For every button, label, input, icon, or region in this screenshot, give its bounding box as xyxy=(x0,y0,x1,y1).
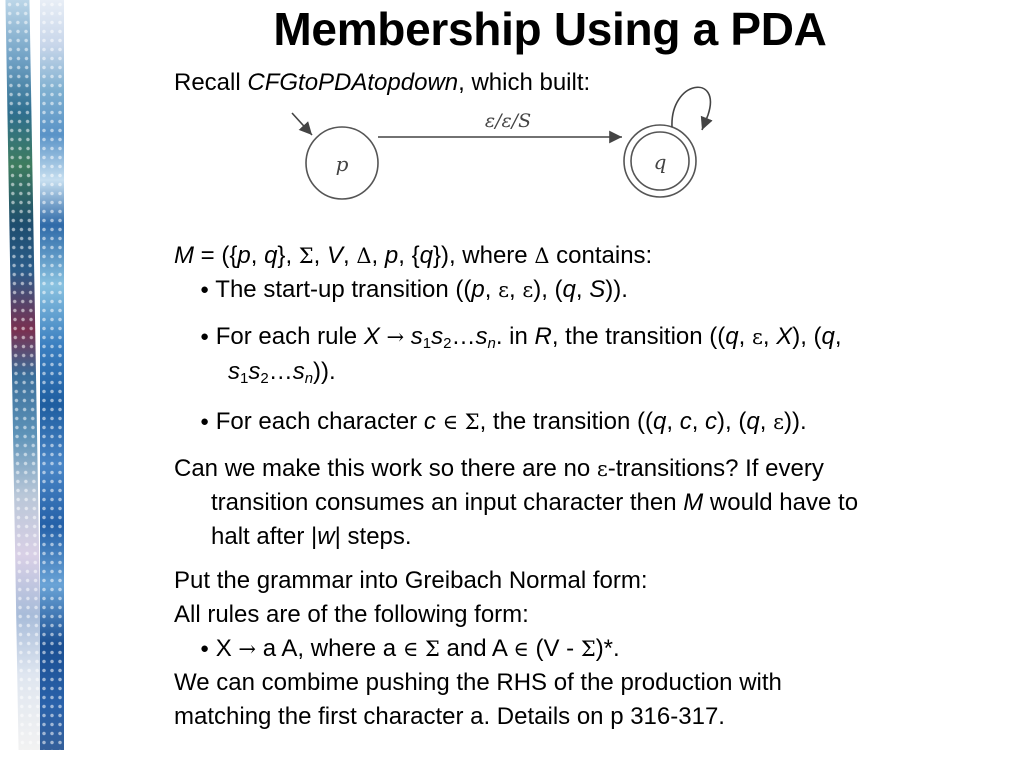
list-item-rule-transition: ● For each rule $X \to s_1s_2\dots s_n$. in R, the transition ((q, ε, X), (q, xyxy=(200,323,842,352)
list-item-rule-transition-cont: $s_1s_2\dots s_n$)). xyxy=(228,358,336,387)
list-item-character-transition: ● For each character c ∈ Σ, the transition ((q, c, c), (q, ε)). xyxy=(200,408,807,435)
decorative-stripe-right xyxy=(40,0,64,750)
greibach-line-1: Put the grammar into Greibach Normal form: xyxy=(174,567,648,594)
greibach-rule-form: ● X → a A, where a ∈ Σ and A ∈ (V - Σ)*. xyxy=(200,635,620,662)
state-p-label: p xyxy=(335,152,349,176)
bullet-icon: ● xyxy=(200,281,210,298)
question-line-3: halt after |w| steps. xyxy=(211,523,412,550)
transition-label: ε/ε/S xyxy=(484,110,532,132)
greibach-line-2: All rules are of the following form: xyxy=(174,601,529,628)
recall-line: Recall CFGtoPDAtopdown, which built: xyxy=(174,69,591,96)
greibach-line-4: We can combime pushing the RHS of the production with xyxy=(174,669,782,696)
start-arrow xyxy=(292,113,312,135)
decorative-stripe-left xyxy=(5,0,42,750)
pda-state-diagram xyxy=(280,75,740,215)
bullet-icon: ● xyxy=(200,640,210,657)
algorithm-name: CFGtoPDAtopdown xyxy=(247,69,459,96)
bullet-icon: ● xyxy=(200,328,210,345)
machine-definition: M = ({p, q}, Σ, V, Δ, p, {q}), where Δ contains: xyxy=(174,242,653,269)
question-line-1: Can we make this work so there are no ε-transitions? If every xyxy=(174,455,824,482)
bullet-icon: ● xyxy=(200,413,210,430)
state-q-label: q xyxy=(653,150,667,174)
slide-title: Membership Using a PDA xyxy=(273,3,827,55)
question-line-2: transition consumes an input character then M would have to xyxy=(211,489,859,516)
self-loop-arrow xyxy=(672,87,710,130)
greibach-line-5: matching the first character a. Details on p 316-317. xyxy=(174,703,725,730)
list-item-startup-transition: ● The start-up transition ((p, ε, ε), (q, S)). xyxy=(200,276,628,303)
